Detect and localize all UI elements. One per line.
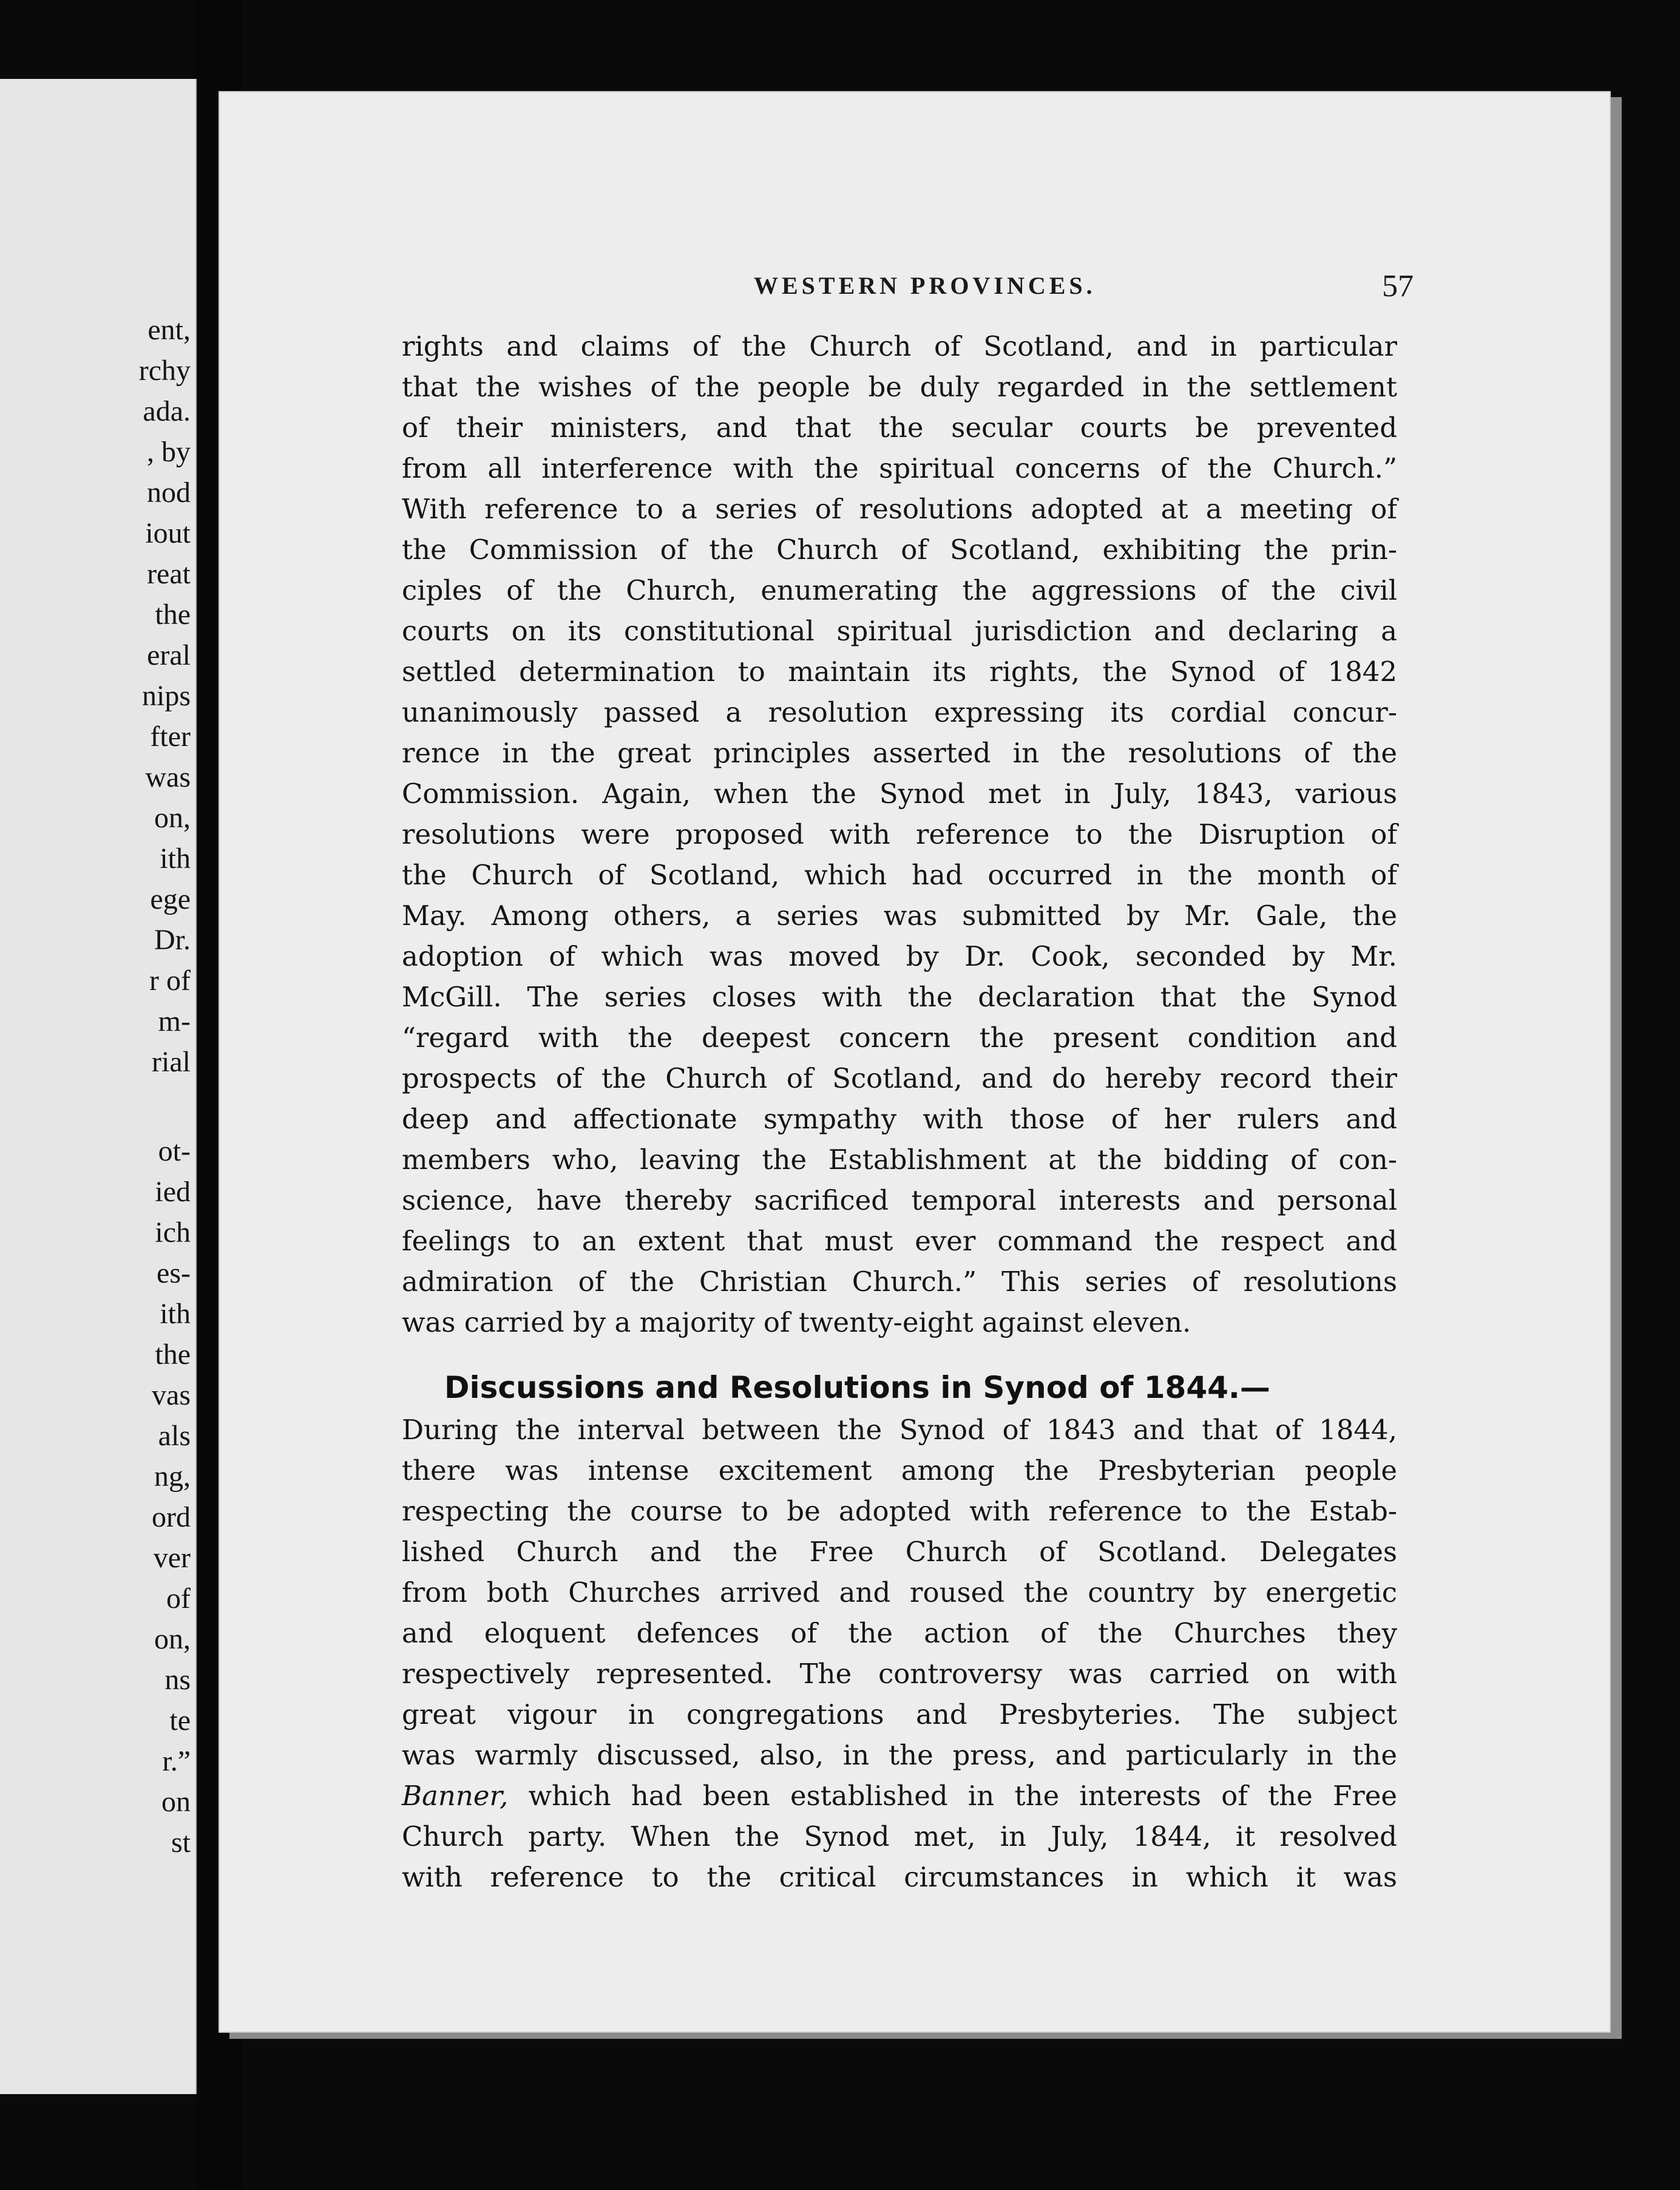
text-line: with reference to the critical circumstances in which it was [402, 1861, 1397, 1893]
left-page-fragment: iout [145, 517, 191, 549]
text-line: adoption of which was moved by Dr. Cook, seconded by Mr. [402, 940, 1397, 972]
text-line: McGill. The series closes with the declaration that the Synod [402, 981, 1397, 1013]
text-line: respecting the course to be adopted with reference to the Estab- [402, 1495, 1397, 1527]
left-page-fragment: , by [147, 436, 191, 468]
left-page-fragment: the [155, 598, 191, 631]
left-page-fragment: m- [158, 1005, 191, 1037]
text-line: May. Among others, a series was submitted by Mr. Gale, the [402, 900, 1397, 932]
left-page-fragment: on [161, 1786, 191, 1818]
left-page-fragment: eral [147, 639, 191, 671]
left-page-fragment: fter [150, 720, 191, 753]
left-page-fragment: was [145, 761, 191, 793]
left-page-fragment: ent, [147, 314, 191, 346]
text-line: from both Churches arrived and roused the country by energetic [402, 1576, 1397, 1609]
banner-title: Banner, [402, 1780, 509, 1812]
page-number: 57 [1382, 269, 1414, 303]
left-page-fragment: r of [149, 964, 191, 997]
left-page-fragment: ich [155, 1216, 191, 1249]
left-page-fragment: on, [154, 1623, 191, 1655]
text-line: that the wishes of the people be duly regarded in the settlement [402, 371, 1397, 403]
text-line: resolutions were proposed with reference to the Disruption of [402, 818, 1397, 850]
text-line: feelings to an extent that must ever command the respect and [402, 1225, 1397, 1257]
text-line: Commission. Again, when the Synod met in July, 1843, various [402, 778, 1397, 810]
left-page-fragment: ng, [154, 1460, 191, 1493]
text-line: the Commission of the Church of Scotland, exhibiting the prin- [402, 534, 1397, 566]
left-page-fragment: on, [154, 802, 191, 834]
left-page-fragment: ada. [143, 395, 191, 427]
text-line: was warmly discussed, also, in the press, and particularly in the [402, 1739, 1397, 1771]
text-line: was carried by a majority of twenty-eight against eleven. [402, 1306, 1191, 1338]
text-line: unanimously passed a resolution expressing its cordial concur- [402, 696, 1397, 728]
text-line: “regard with the deepest concern the present condition and [402, 1022, 1397, 1054]
left-page-fragment: r.” [162, 1745, 191, 1777]
text-line: science, have thereby sacrificed temporal interests and personal [402, 1184, 1397, 1216]
paragraph-synod-1844-end [402, 1816, 1397, 1897]
left-page-fragment: reat [147, 558, 191, 590]
left-page-fragment: vas [152, 1379, 191, 1411]
text-line: courts on its constitutional spiritual jurisdiction and declaring a [402, 615, 1397, 647]
text-line: prospects of the Church of Scotland, and do hereby record their [402, 1062, 1397, 1094]
text-line: settled determination to maintain its rights, the Synod of 1842 [402, 656, 1397, 688]
text-line: of their ministers, and that the secular courts be prevented [402, 412, 1397, 444]
left-page-fragment: nips [141, 680, 191, 712]
right-page [218, 91, 1611, 2033]
text-line: members who, leaving the Establishment at the bidding of con- [402, 1144, 1397, 1176]
section-heading: Discussions and Resolutions in Synod of 1844.— [444, 1370, 1270, 1405]
text-line-banner [402, 1775, 1397, 1816]
text-line: During the interval between the Synod of 1843 and that of 1844, [402, 1414, 1397, 1446]
left-page-fragment: rchy [138, 354, 191, 387]
left-page-fragment: es- [157, 1257, 191, 1289]
left-page-fragment: nod [147, 476, 191, 509]
text-line: respectively represented. The controversy was carried on with [402, 1658, 1397, 1690]
text-line: great vigour in congregations and Presbyteries. The subject [402, 1698, 1397, 1731]
left-page-fragment: ied [155, 1176, 191, 1208]
left-page-fragment: the [155, 1338, 191, 1371]
left-page-fragment: of [166, 1582, 191, 1615]
text-line: rights and claims of the Church of Scotland, and in particular [402, 330, 1397, 362]
text-line: Church party. When the Synod met, in July, 1844, it resolved [402, 1820, 1397, 1853]
left-page-fragment: ege [150, 883, 191, 915]
left-page-fragment: te [169, 1704, 191, 1737]
left-page-fragment: ith [160, 842, 191, 875]
text-line: there was intense excitement among the Presbyterian people [402, 1454, 1397, 1487]
left-page-fragment: ns [164, 1664, 191, 1696]
left-page-fragment: rial [152, 1046, 191, 1078]
paragraph-synod-1844 [402, 1409, 1397, 1775]
text-line: and eloquent defences of the action of the Churches they [402, 1617, 1397, 1649]
text-line: deep and affectionate sympathy with those of her rulers and [402, 1103, 1397, 1135]
running-head: WESTERN PROVINCES. [754, 272, 1096, 299]
left-facing-page [0, 79, 197, 2094]
left-page-fragment: als [158, 1420, 191, 1452]
text-line: lished Church and the Free Church of Scotland. Delegates [402, 1536, 1397, 1568]
left-page-fragment: Dr. [154, 924, 191, 956]
text-line: ciples of the Church, enumerating the aggressions of the civil [402, 574, 1397, 606]
left-page-fragment: ord [152, 1501, 191, 1533]
text-line: from all interference with the spiritual concerns of the Church.” [402, 452, 1397, 484]
text-line: admiration of the Christian Church.” This series of resolutions [402, 1266, 1397, 1298]
text-line: With reference to a series of resolutions adopted at a meeting of [402, 493, 1397, 525]
body-text [402, 326, 1397, 1897]
paragraph-disruption [402, 326, 1397, 1343]
left-page-fragment: ith [160, 1298, 191, 1330]
left-page-fragment: ver [153, 1542, 191, 1574]
left-page-fragment: st [171, 1826, 191, 1859]
text-line: rence in the great principles asserted in the resolutions of the [402, 737, 1397, 769]
left-page-fragment: ot- [158, 1135, 191, 1167]
banner-line-rest: which had been established in the interests of the Free [508, 1780, 1397, 1812]
text-line: the Church of Scotland, which had occurred in the month of [402, 859, 1397, 891]
